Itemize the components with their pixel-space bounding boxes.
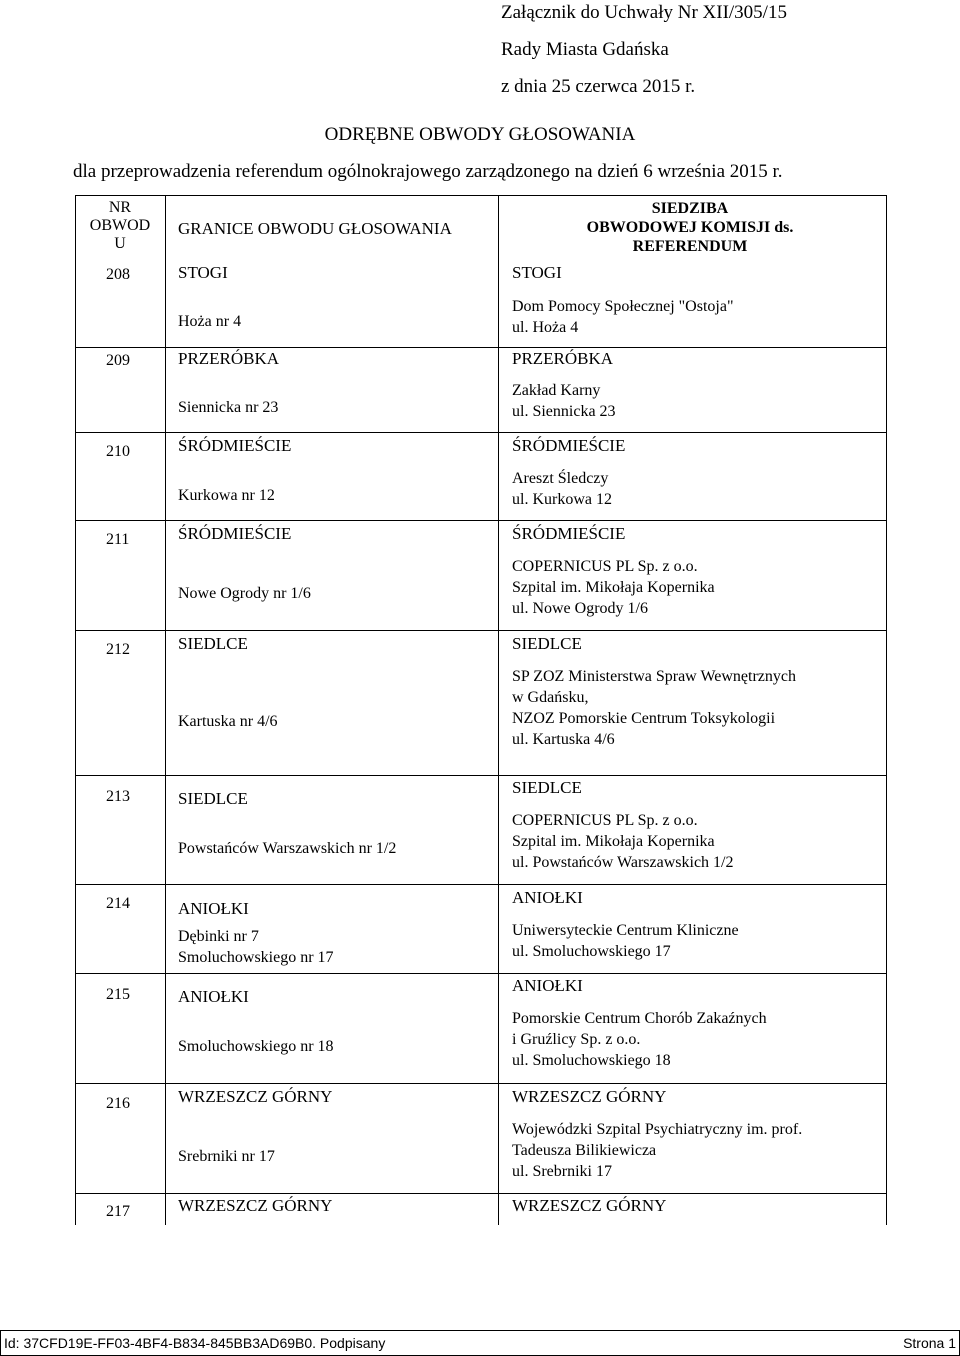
row-number: 215 bbox=[106, 986, 130, 1003]
row-number: 211 bbox=[106, 531, 130, 548]
row-area: WRZESZCZ GÓRNY bbox=[178, 1087, 333, 1106]
row-number: 217 bbox=[106, 1203, 130, 1220]
row-separator bbox=[75, 630, 887, 631]
row-area: ŚRÓDMIEŚCIE bbox=[178, 436, 292, 455]
column-header-granice: GRANICE OBWODU GŁOSOWANIA bbox=[178, 219, 452, 238]
row-seat-area: SIEDLCE bbox=[512, 778, 582, 797]
row-seat-area: ŚRÓDMIEŚCIE bbox=[512, 524, 626, 543]
row-number: 214 bbox=[106, 895, 130, 912]
row-seat-line: ul. Siennicka 23 bbox=[512, 403, 616, 420]
row-street: Dębinki nr 7 bbox=[178, 928, 259, 945]
table-top-border bbox=[75, 195, 887, 196]
row-seat-line: Pomorskie Centrum Chorób Zakaźnych bbox=[512, 1010, 767, 1027]
row-seat-line: ul. Powstańców Warszawskich 1/2 bbox=[512, 854, 734, 871]
header-line-2: Rady Miasta Gdańska bbox=[501, 39, 669, 60]
row-number: 208 bbox=[106, 266, 130, 283]
row-seat-line: COPERNICUS PL Sp. z o.o. bbox=[512, 812, 698, 829]
column-header-siedziba: SIEDZIBA OBWODOWEJ KOMISJI ds. REFERENDUM bbox=[586, 200, 794, 255]
document-subtitle: dla przeprowadzenia referendum ogólnokrajowego zarządzonego na dzień 6 września 2015 r. bbox=[73, 161, 783, 182]
document-id: Id: 37CFD19E-FF03-4BF4-B834-845BB3AD69B0. Podpisany bbox=[4, 1335, 386, 1351]
document-title: ODRĘBNE OBWODY GŁOSOWANIA bbox=[324, 124, 636, 145]
row-seat-line: Uniwersyteckie Centrum Kliniczne bbox=[512, 922, 739, 939]
row-seat-line: Tadeusza Bilikiewicza bbox=[512, 1142, 657, 1159]
row-area: ŚRÓDMIEŚCIE bbox=[178, 524, 292, 543]
row-separator bbox=[75, 1083, 887, 1084]
row-number: 210 bbox=[106, 443, 130, 460]
row-seat-line: COPERNICUS PL Sp. z o.o. bbox=[512, 558, 698, 575]
row-seat-line: ul. Kartuska 4/6 bbox=[512, 731, 615, 748]
table-col-divider-2 bbox=[498, 195, 499, 1225]
column-header-nr: NR OBWOD U bbox=[89, 199, 151, 252]
row-street: Kartuska nr 4/6 bbox=[178, 713, 278, 730]
row-separator bbox=[75, 1193, 887, 1194]
row-seat-line: i Gruźlicy Sp. z o.o. bbox=[512, 1031, 641, 1048]
row-number: 216 bbox=[106, 1095, 130, 1112]
row-seat-line: ul. Hoża 4 bbox=[512, 319, 579, 336]
page-footer bbox=[0, 1330, 960, 1356]
row-seat-line: Szpital im. Mikołaja Kopernika bbox=[512, 833, 715, 850]
row-street: Smoluchowskiego nr 17 bbox=[178, 949, 334, 966]
row-street: Siennicka nr 23 bbox=[178, 399, 279, 416]
row-seat-line: Areszt Śledczy bbox=[512, 470, 609, 487]
row-separator bbox=[75, 775, 887, 776]
row-street: Kurkowa nr 12 bbox=[178, 487, 275, 504]
row-street: Smoluchowskiego nr 18 bbox=[178, 1038, 334, 1055]
row-seat-area: WRZESZCZ GÓRNY bbox=[512, 1087, 667, 1106]
row-area: ANIOŁKI bbox=[178, 899, 249, 918]
row-separator bbox=[75, 520, 887, 521]
table-right-border bbox=[886, 195, 887, 1225]
row-seat-line: SP ZOZ Ministerstwa Spraw Wewnętrznych bbox=[512, 668, 796, 685]
row-seat-line: ul. Kurkowa 12 bbox=[512, 491, 612, 508]
row-area: SIEDLCE bbox=[178, 789, 248, 808]
row-street: Srebrniki nr 17 bbox=[178, 1148, 275, 1165]
row-number: 212 bbox=[106, 641, 130, 658]
row-seat-line: Wojewódzki Szpital Psychiatryczny im. prof. bbox=[512, 1121, 803, 1138]
row-area: STOGI bbox=[178, 263, 228, 282]
row-separator bbox=[75, 432, 887, 433]
row-seat-line: ul. Smoluchowskiego 17 bbox=[512, 943, 671, 960]
row-seat-area: PRZERÓBKA bbox=[512, 349, 614, 368]
row-seat-line: w Gdańsku, bbox=[512, 689, 589, 706]
row-seat-area: ŚRÓDMIEŚCIE bbox=[512, 436, 626, 455]
row-seat-area: ANIOŁKI bbox=[512, 976, 583, 995]
row-seat-area: ANIOŁKI bbox=[512, 888, 583, 907]
row-area: PRZERÓBKA bbox=[178, 349, 280, 368]
row-seat-line: ul. Nowe Ogrody 1/6 bbox=[512, 600, 648, 617]
row-seat-line: Zakład Karny bbox=[512, 382, 601, 399]
table-left-border bbox=[75, 195, 76, 1225]
row-seat-area: SIEDLCE bbox=[512, 634, 582, 653]
row-street: Powstańców Warszawskich nr 1/2 bbox=[178, 840, 397, 857]
row-area: ANIOŁKI bbox=[178, 987, 249, 1006]
row-seat-line: Dom Pomocy Społecznej "Ostoja" bbox=[512, 298, 734, 315]
row-number: 209 bbox=[106, 352, 130, 369]
header-line-3: z dnia 25 czerwca 2015 r. bbox=[501, 76, 696, 97]
row-seat-area: WRZESZCZ GÓRNY bbox=[512, 1196, 667, 1215]
row-separator bbox=[75, 884, 887, 885]
page-number: Strona 1 bbox=[903, 1335, 956, 1351]
header-line-1: Załącznik do Uchwały Nr XII/305/15 bbox=[501, 2, 787, 23]
row-street: Hoża nr 4 bbox=[178, 313, 242, 330]
row-area: WRZESZCZ GÓRNY bbox=[178, 1196, 333, 1215]
row-area: SIEDLCE bbox=[178, 634, 248, 653]
row-separator bbox=[75, 973, 887, 974]
table-col-divider-1 bbox=[165, 195, 166, 1225]
row-street: Nowe Ogrody nr 1/6 bbox=[178, 585, 311, 602]
row-seat-line: ul. Srebrniki 17 bbox=[512, 1163, 612, 1180]
row-number: 213 bbox=[106, 788, 130, 805]
row-seat-area: STOGI bbox=[512, 263, 562, 282]
row-seat-line: NZOZ Pomorskie Centrum Toksykologii bbox=[512, 710, 776, 727]
row-seat-line: ul. Smoluchowskiego 18 bbox=[512, 1052, 671, 1069]
row-seat-line: Szpital im. Mikołaja Kopernika bbox=[512, 579, 715, 596]
